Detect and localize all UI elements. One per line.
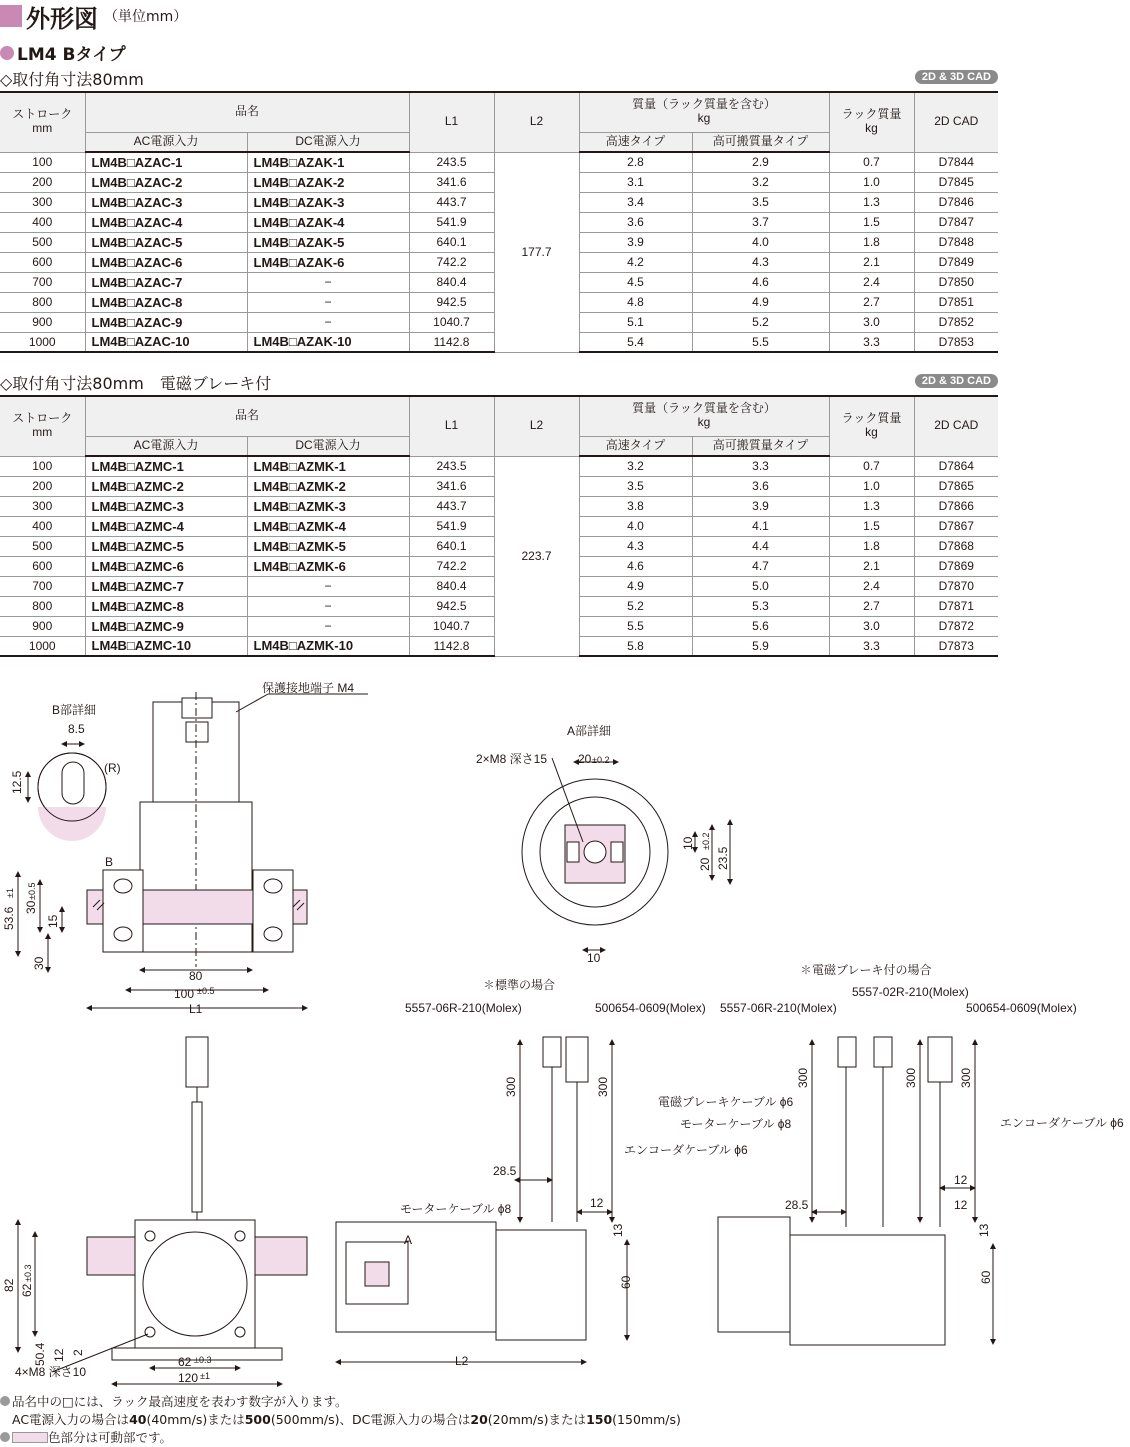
cell-mass-high-speed: 2.8 xyxy=(579,152,692,172)
cell-mass-high-load: 4.9 xyxy=(692,292,829,312)
dim-12-5: 12.5 xyxy=(10,770,24,794)
cell-ac-model: LM4B□AZMC-8 xyxy=(85,596,247,616)
cell-cad: D7873 xyxy=(914,636,998,656)
label-detail-b: B部詳細 xyxy=(52,703,97,717)
note-1: 品名中の□には、ラック最高速度を表わす数字が入ります。 xyxy=(0,1393,681,1411)
cell-mass-high-speed: 3.8 xyxy=(579,496,692,516)
table-row xyxy=(0,456,998,476)
dim-300-d: 300 xyxy=(904,1067,918,1088)
dimension-drawing xyxy=(0,672,1130,1392)
cell-mass-high-load: 5.5 xyxy=(692,332,829,352)
cell-cad: D7864 xyxy=(914,456,998,476)
th-ac: AC電源入力 xyxy=(85,436,247,456)
cell-l1: 541.9 xyxy=(409,212,494,232)
dim-15: 15 xyxy=(46,914,60,928)
page-title: 外形図 xyxy=(26,4,98,33)
front-view xyxy=(18,1037,307,1384)
label-m8-10: 4×M8 深さ10 xyxy=(15,1365,87,1379)
cell-rack-mass: 1.5 xyxy=(829,212,914,232)
cell-cad: D7845 xyxy=(914,172,998,192)
product-name: LM4 Bタイプ xyxy=(17,45,126,65)
dim-300-a: 300 xyxy=(504,1076,518,1097)
cell-mass-high-load: 3.5 xyxy=(692,192,829,212)
dim-28-5-std: 28.5 xyxy=(493,1164,517,1178)
label-standard: ✽標準の場合 xyxy=(483,978,556,992)
dim-23-5: 23.5 xyxy=(716,846,730,870)
th-cad: 2D CAD xyxy=(914,92,998,152)
cell-stroke: 600 xyxy=(0,252,85,272)
cell-mass-high-speed: 3.4 xyxy=(579,192,692,212)
cell-rack-mass: 2.7 xyxy=(829,596,914,616)
dim-l2: L2 xyxy=(455,1354,469,1368)
cell-mass-high-load: 2.9 xyxy=(692,152,829,172)
cell-mass-high-speed: 4.2 xyxy=(579,252,692,272)
label-b: B xyxy=(105,855,114,869)
cell-stroke: 100 xyxy=(0,456,85,476)
cell-mass-high-speed: 4.0 xyxy=(579,516,692,536)
dim-20: 20 xyxy=(578,752,592,766)
dim-13-brk: 13 xyxy=(977,1223,991,1237)
cell-stroke: 100 xyxy=(0,152,85,172)
dim-62-h: 62 xyxy=(178,1355,192,1369)
dim-100-tol: ±0.5 xyxy=(197,986,215,996)
dim-12-brk-a: 12 xyxy=(954,1173,968,1187)
header-color-block xyxy=(0,5,22,27)
label-conn-06r-std: 5557-06R-210(Molex) xyxy=(405,1001,522,1015)
cell-l1: 1040.7 xyxy=(409,616,494,636)
dim-53-6: 53.6 xyxy=(2,906,16,930)
th-mass: 質量（ラック質量を含む） kg xyxy=(579,396,829,436)
cell-mass-high-load: 4.6 xyxy=(692,272,829,292)
cell-rack-mass: 3.0 xyxy=(829,312,914,332)
dim-l1: L1 xyxy=(189,1002,203,1016)
cell-l1: 840.4 xyxy=(409,576,494,596)
dim-300-c: 300 xyxy=(796,1067,810,1088)
cell-rack-mass: 2.4 xyxy=(829,576,914,596)
label-conn-500654-brk: 500654-0609(Molex) xyxy=(966,1001,1077,1015)
dim-60-std: 60 xyxy=(619,1275,633,1289)
cell-l1: 1142.8 xyxy=(409,636,494,656)
product-heading xyxy=(0,40,126,65)
cell-rack-mass: 1.5 xyxy=(829,516,914,536)
movable-swatch xyxy=(12,1432,48,1443)
dim-8-5: 8.5 xyxy=(68,722,85,736)
cell-cad: D7846 xyxy=(914,192,998,212)
label-motor-std: モーターケーブル ϕ8 xyxy=(400,1202,512,1216)
cell-mass-high-load: 5.3 xyxy=(692,596,829,616)
cell-dc-model: LM4B□AZAK-2 xyxy=(247,172,409,192)
cell-stroke: 200 xyxy=(0,476,85,496)
cell-dc-model: − xyxy=(247,616,409,636)
th-l2: L2 xyxy=(494,396,579,456)
cell-ac-model: LM4B□AZAC-2 xyxy=(85,172,247,192)
cell-ac-model: LM4B□AZAC-6 xyxy=(85,252,247,272)
spec-table-brake xyxy=(0,395,998,657)
dim-20-v-tol: ±0.2 xyxy=(701,832,711,850)
th-cad: 2D CAD xyxy=(914,396,998,456)
cell-dc-model: LM4B□AZMK-3 xyxy=(247,496,409,516)
label-conn-02r: 5557-02R-210(Molex) xyxy=(852,985,969,999)
dim-53-6-tol: ±1 xyxy=(5,888,15,898)
cell-ac-model: LM4B□AZMC-3 xyxy=(85,496,247,516)
label-encoder-std: エンコーダケーブル ϕ6 xyxy=(624,1143,748,1157)
dim-12-std: 12 xyxy=(590,1196,604,1210)
cell-ac-model: LM4B□AZAC-3 xyxy=(85,192,247,212)
cell-stroke: 200 xyxy=(0,172,85,192)
th-high-load: 高可搬質量タイプ xyxy=(692,436,829,456)
dim-12-fv: 12 xyxy=(52,1348,66,1362)
cell-dc-model: LM4B□AZAK-4 xyxy=(247,212,409,232)
cell-cad: D7851 xyxy=(914,292,998,312)
th-stroke: ストローク mm xyxy=(0,396,85,456)
unit-note: （単位mm） xyxy=(104,9,188,25)
cell-cad: D7848 xyxy=(914,232,998,252)
cell-mass-high-load: 5.0 xyxy=(692,576,829,596)
cell-dc-model: − xyxy=(247,272,409,292)
cell-mass-high-load: 3.6 xyxy=(692,476,829,496)
dim-62-v: 62 xyxy=(20,1283,34,1297)
cell-stroke: 700 xyxy=(0,272,85,292)
cell-ac-model: LM4B□AZMC-10 xyxy=(85,636,247,656)
cell-mass-high-load: 3.9 xyxy=(692,496,829,516)
cell-dc-model: − xyxy=(247,312,409,332)
label-ground-terminal: 保護接地端子 M4 xyxy=(262,681,355,695)
cell-rack-mass: 1.0 xyxy=(829,476,914,496)
cell-cad: D7872 xyxy=(914,616,998,636)
cell-l1: 640.1 xyxy=(409,536,494,556)
cell-cad: D7865 xyxy=(914,476,998,496)
label-m8-15: 2×M8 深さ15 xyxy=(476,752,548,766)
th-product: 品名 xyxy=(85,396,409,436)
cell-mass-high-speed: 4.6 xyxy=(579,556,692,576)
cell-ac-model: LM4B□AZMC-6 xyxy=(85,556,247,576)
cell-mass-high-speed: 3.9 xyxy=(579,232,692,252)
dim-2: 2 xyxy=(71,1349,85,1356)
cell-mass-high-speed: 5.1 xyxy=(579,312,692,332)
dim-30-05: 30 xyxy=(24,900,38,914)
cell-mass-high-speed: 3.5 xyxy=(579,476,692,496)
cell-dc-model: LM4B□AZAK-1 xyxy=(247,152,409,172)
cell-stroke: 800 xyxy=(0,596,85,616)
cell-mass-high-speed: 5.5 xyxy=(579,616,692,636)
cell-cad: D7844 xyxy=(914,152,998,172)
cell-rack-mass: 3.0 xyxy=(829,616,914,636)
dim-30: 30 xyxy=(32,956,46,970)
cell-rack-mass: 2.1 xyxy=(829,556,914,576)
cell-ac-model: LM4B□AZMC-7 xyxy=(85,576,247,596)
cell-stroke: 900 xyxy=(0,616,85,636)
cad-badge-2[interactable]: 2D & 3D CAD xyxy=(915,374,998,388)
cell-ac-model: LM4B□AZAC-5 xyxy=(85,232,247,252)
cell-rack-mass: 1.8 xyxy=(829,232,914,252)
label-r: (R) xyxy=(104,761,121,775)
cell-cad: D7867 xyxy=(914,516,998,536)
cell-l1: 1040.7 xyxy=(409,312,494,332)
cell-stroke: 700 xyxy=(0,576,85,596)
cell-stroke: 1000 xyxy=(0,636,85,656)
detail-a xyxy=(522,758,730,950)
th-stroke: ストローク mm xyxy=(0,92,85,152)
th-dc: DC電源入力 xyxy=(247,132,409,152)
cell-dc-model: LM4B□AZMK-2 xyxy=(247,476,409,496)
cad-badge-1[interactable]: 2D & 3D CAD xyxy=(915,70,998,84)
dim-12-brk-b: 12 xyxy=(954,1198,968,1212)
cell-stroke: 900 xyxy=(0,312,85,332)
label-a: A xyxy=(404,1233,413,1247)
cell-ac-model: LM4B□AZAC-7 xyxy=(85,272,247,292)
dim-100: 100 xyxy=(174,987,195,1001)
cell-l1: 742.2 xyxy=(409,252,494,272)
footnotes xyxy=(0,1393,681,1447)
cell-mass-high-speed: 4.5 xyxy=(579,272,692,292)
cell-mass-high-speed: 5.2 xyxy=(579,596,692,616)
cell-mass-high-load: 5.2 xyxy=(692,312,829,332)
cell-l1: 243.5 xyxy=(409,456,494,476)
th-product: 品名 xyxy=(85,92,409,132)
cell-mass-high-speed: 3.6 xyxy=(579,212,692,232)
cell-mass-high-load: 5.6 xyxy=(692,616,829,636)
cell-rack-mass: 0.7 xyxy=(829,152,914,172)
th-high-speed: 高速タイプ xyxy=(579,132,692,152)
cell-stroke: 400 xyxy=(0,516,85,536)
cell-dc-model: LM4B□AZMK-5 xyxy=(247,536,409,556)
dim-20-tol: ±0.2 xyxy=(592,755,610,765)
cell-rack-mass: 2.4 xyxy=(829,272,914,292)
cell-l1: 942.5 xyxy=(409,596,494,616)
th-high-speed: 高速タイプ xyxy=(579,436,692,456)
cell-l2: 177.7 xyxy=(494,152,579,352)
dim-30-05-tol: ±0.5 xyxy=(27,882,37,900)
th-rack: ラック質量 kg xyxy=(829,92,914,152)
dim-62-v-tol: ±0.3 xyxy=(23,1264,33,1282)
cell-rack-mass: 0.7 xyxy=(829,456,914,476)
cell-stroke: 300 xyxy=(0,496,85,516)
cell-dc-model: LM4B□AZAK-5 xyxy=(247,232,409,252)
bullet-icon xyxy=(0,46,14,60)
dim-80: 80 xyxy=(189,969,203,983)
cell-mass-high-speed: 3.2 xyxy=(579,456,692,476)
cell-rack-mass: 1.8 xyxy=(829,536,914,556)
th-ac: AC電源入力 xyxy=(85,132,247,152)
cell-l1: 942.5 xyxy=(409,292,494,312)
cell-mass-high-load: 3.2 xyxy=(692,172,829,192)
cell-ac-model: LM4B□AZAC-10 xyxy=(85,332,247,352)
dim-10-v: 10 xyxy=(681,836,695,850)
dim-13-std: 13 xyxy=(611,1223,625,1237)
cell-mass-high-load: 4.1 xyxy=(692,516,829,536)
cell-l1: 341.6 xyxy=(409,172,494,192)
cell-ac-model: LM4B□AZMC-1 xyxy=(85,456,247,476)
cell-l1: 1142.8 xyxy=(409,332,494,352)
dim-10-h: 10 xyxy=(587,951,601,965)
cell-stroke: 800 xyxy=(0,292,85,312)
cell-ac-model: LM4B□AZAC-8 xyxy=(85,292,247,312)
dim-300-e: 300 xyxy=(959,1067,973,1088)
cell-cad: D7871 xyxy=(914,596,998,616)
cell-mass-high-load: 3.3 xyxy=(692,456,829,476)
th-rack: ラック質量 kg xyxy=(829,396,914,456)
th-dc: DC電源入力 xyxy=(247,436,409,456)
label-conn-500654-std: 500654-0609(Molex) xyxy=(595,1001,706,1015)
cell-stroke: 1000 xyxy=(0,332,85,352)
dim-50-4: 50.4 xyxy=(33,1342,47,1366)
cell-mass-high-speed: 5.8 xyxy=(579,636,692,656)
label-conn-06r-brk: 5557-06R-210(Molex) xyxy=(720,1001,837,1015)
detail-b xyxy=(28,744,106,841)
label-encoder-brk: エンコーダケーブル ϕ6 xyxy=(1000,1116,1124,1130)
cell-cad: D7868 xyxy=(914,536,998,556)
cell-rack-mass: 1.3 xyxy=(829,496,914,516)
bullet-icon xyxy=(0,1396,10,1406)
cell-mass-high-speed: 4.9 xyxy=(579,576,692,596)
cell-ac-model: LM4B□AZMC-9 xyxy=(85,616,247,636)
cell-l1: 840.4 xyxy=(409,272,494,292)
cell-cad: D7850 xyxy=(914,272,998,292)
cell-stroke: 600 xyxy=(0,556,85,576)
cell-dc-model: − xyxy=(247,576,409,596)
table-row xyxy=(0,152,998,172)
cell-mass-high-load: 5.9 xyxy=(692,636,829,656)
label-detail-a: A部詳細 xyxy=(567,724,612,738)
cell-ac-model: LM4B□AZMC-2 xyxy=(85,476,247,496)
cell-mass-high-load: 4.0 xyxy=(692,232,829,252)
dim-28-5-brk: 28.5 xyxy=(785,1198,809,1212)
cell-l2: 223.7 xyxy=(494,456,579,656)
cell-dc-model: − xyxy=(247,292,409,312)
note-2: AC電源入力の場合は40(40mm/s)または500(500mm/s)、DC電源入力の場合は20(20mm/s)または150(150mm/s) xyxy=(12,1412,681,1427)
label-brake-case: ✽電磁ブレーキ付の場合 xyxy=(800,963,932,977)
dim-62-h-tol: ±0.3 xyxy=(194,1355,212,1365)
dim-82: 82 xyxy=(2,1278,16,1292)
cell-l1: 443.7 xyxy=(409,496,494,516)
note-3: 色部分は可動部です。 xyxy=(0,1429,681,1447)
th-l1: L1 xyxy=(409,396,494,456)
cell-l1: 341.6 xyxy=(409,476,494,496)
page-header xyxy=(0,0,187,32)
cell-rack-mass: 3.3 xyxy=(829,636,914,656)
th-high-load: 高可搬質量タイプ xyxy=(692,132,829,152)
cell-l1: 742.2 xyxy=(409,556,494,576)
cell-ac-model: LM4B□AZAC-1 xyxy=(85,152,247,172)
dim-120: 120 xyxy=(178,1371,199,1385)
cell-mass-high-load: 4.7 xyxy=(692,556,829,576)
cell-rack-mass: 1.0 xyxy=(829,172,914,192)
cell-stroke: 400 xyxy=(0,212,85,232)
cell-mass-high-speed: 5.4 xyxy=(579,332,692,352)
cell-cad: D7869 xyxy=(914,556,998,576)
section2-title: ◇取付角寸法80mm 電磁ブレーキ付 xyxy=(0,374,272,393)
cell-dc-model: − xyxy=(247,596,409,616)
cell-stroke: 300 xyxy=(0,192,85,212)
dim-60-brk: 60 xyxy=(979,1270,993,1284)
section1-title: ◇取付角寸法80mm xyxy=(0,70,144,89)
cell-stroke: 500 xyxy=(0,536,85,556)
side-view-brake xyxy=(718,1037,993,1345)
cell-dc-model: LM4B□AZAK-6 xyxy=(247,252,409,272)
cell-cad: D7866 xyxy=(914,496,998,516)
cell-dc-model: LM4B□AZAK-3 xyxy=(247,192,409,212)
dim-300-b: 300 xyxy=(596,1076,610,1097)
cell-l1: 443.7 xyxy=(409,192,494,212)
cell-cad: D7847 xyxy=(914,212,998,232)
cell-rack-mass: 2.1 xyxy=(829,252,914,272)
label-motor-brk: モーターケーブル ϕ8 xyxy=(680,1117,792,1131)
th-l1: L1 xyxy=(409,92,494,152)
side-view-standard xyxy=(336,1037,627,1362)
cell-dc-model: LM4B□AZMK-1 xyxy=(247,456,409,476)
cell-mass-high-speed: 3.1 xyxy=(579,172,692,192)
dim-120-tol: ±1 xyxy=(200,1371,210,1381)
th-l2: L2 xyxy=(494,92,579,152)
cell-rack-mass: 3.3 xyxy=(829,332,914,352)
cell-mass-high-speed: 4.8 xyxy=(579,292,692,312)
spec-table-standard xyxy=(0,91,998,353)
cell-rack-mass: 1.3 xyxy=(829,192,914,212)
cell-ac-model: LM4B□AZAC-4 xyxy=(85,212,247,232)
cell-ac-model: LM4B□AZMC-5 xyxy=(85,536,247,556)
dim-20-v: 20 xyxy=(698,857,712,871)
cell-stroke: 500 xyxy=(0,232,85,252)
cell-ac-model: LM4B□AZAC-9 xyxy=(85,312,247,332)
cell-l1: 243.5 xyxy=(409,152,494,172)
cell-cad: D7849 xyxy=(914,252,998,272)
th-mass: 質量（ラック質量を含む） kg xyxy=(579,92,829,132)
cell-mass-high-load: 3.7 xyxy=(692,212,829,232)
cell-mass-high-load: 4.4 xyxy=(692,536,829,556)
cell-dc-model: LM4B□AZAK-10 xyxy=(247,332,409,352)
cell-ac-model: LM4B□AZMC-4 xyxy=(85,516,247,536)
cell-l1: 541.9 xyxy=(409,516,494,536)
cell-cad: D7870 xyxy=(914,576,998,596)
cell-l1: 640.1 xyxy=(409,232,494,252)
cell-dc-model: LM4B□AZMK-6 xyxy=(247,556,409,576)
cell-rack-mass: 2.7 xyxy=(829,292,914,312)
cell-mass-high-load: 4.3 xyxy=(692,252,829,272)
cell-cad: D7852 xyxy=(914,312,998,332)
top-view xyxy=(18,692,368,1008)
cell-mass-high-speed: 4.3 xyxy=(579,536,692,556)
bullet-icon xyxy=(0,1432,10,1442)
label-brake-cable: 電磁ブレーキケーブル ϕ6 xyxy=(658,1095,794,1109)
cell-cad: D7853 xyxy=(914,332,998,352)
cell-dc-model: LM4B□AZMK-10 xyxy=(247,636,409,656)
cell-dc-model: LM4B□AZMK-4 xyxy=(247,516,409,536)
